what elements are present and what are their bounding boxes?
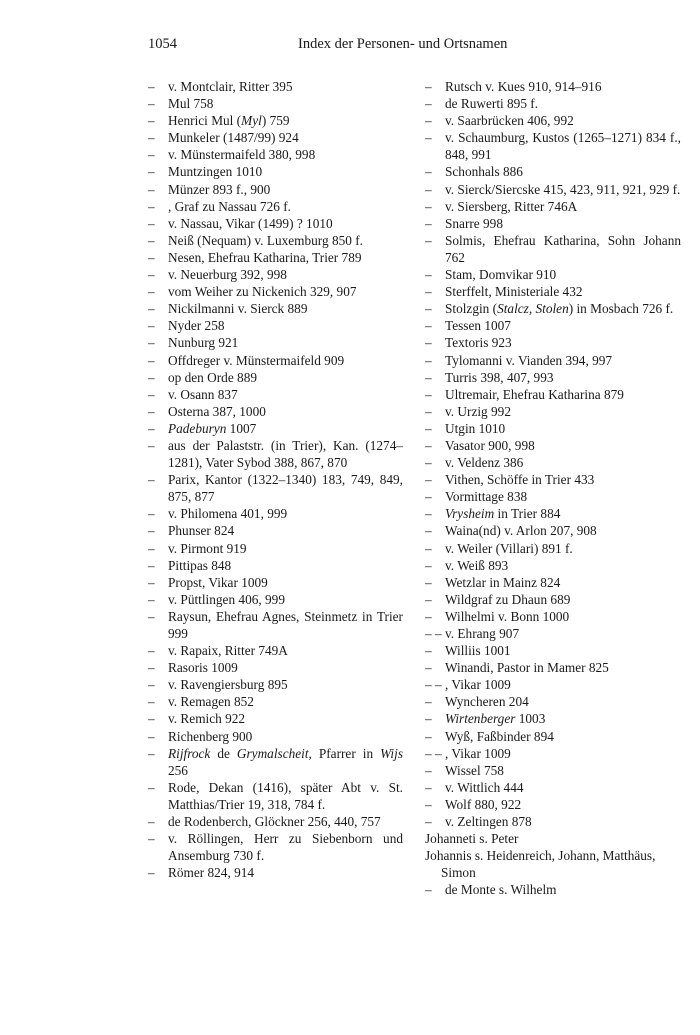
entry-text: Richenberg 900 — [168, 728, 253, 744]
index-entry — [425, 181, 681, 198]
index-entry — [148, 557, 403, 574]
entry-text: v. Ravengiersburg 895 — [168, 677, 288, 693]
entry-dash: – — [425, 472, 432, 488]
entry-text: Tessen 1007 — [445, 318, 511, 334]
entry-text: v. Philomena 401, 999 — [168, 506, 288, 522]
entry-text: v. Osann 837 — [168, 386, 238, 402]
entry-dash: – — [425, 267, 432, 283]
entry-dash: – — [425, 711, 432, 727]
entry-text: , Graf zu Nassau 726 f. — [168, 198, 291, 214]
entry-dash: – — [425, 540, 432, 556]
entry-text-italic: Vrysheim — [445, 506, 495, 522]
entry-text: Schonhals 886 — [445, 164, 523, 180]
entry-dash: – — [425, 643, 432, 659]
entry-text: v. Urzig 992 — [445, 403, 511, 419]
index-entry — [148, 352, 403, 369]
index-entry — [425, 317, 681, 334]
entry-text-italic: Rijfrock — [168, 745, 211, 761]
entry-text: v. Münstermaifeld 380, 998 — [168, 147, 316, 163]
entry-text: v. Zeltingen 878 — [445, 814, 532, 830]
index-column-right — [425, 78, 681, 899]
entry-text: Offdreger v. Münstermaifeld 909 — [168, 352, 345, 368]
entry-text: Wetzlar in Mainz 824 — [445, 574, 561, 590]
index-entry — [148, 505, 403, 522]
entry-text: Nunburg 921 — [168, 335, 239, 351]
entry-text: v. Remich 922 — [168, 711, 246, 727]
index-entry — [148, 591, 403, 608]
entry-dash: – — [148, 728, 155, 744]
page-number: 1054 — [148, 36, 177, 52]
index-entry — [148, 693, 403, 710]
entry-text: Rutsch v. Kues 910, 914–916 — [445, 79, 602, 94]
entry-text: v. Siersberg, Ritter 746A — [445, 198, 578, 214]
index-entry — [425, 659, 681, 676]
entry-dash: – — [148, 130, 155, 146]
entry-text: , Pfarrer in — [308, 745, 381, 761]
index-entry — [148, 95, 403, 112]
index-entry — [148, 779, 403, 813]
index-entry — [425, 420, 681, 437]
entry-text: Munkeler (1487/99) 924 — [168, 130, 299, 146]
index-entry — [148, 471, 403, 505]
entry-text-italic: Grymalscheit — [236, 745, 309, 761]
entry-dash: – — [148, 557, 155, 573]
entry-text: Waina(nd) v. Arlon 207, 908 — [445, 523, 597, 539]
entry-dash: – — [425, 762, 432, 778]
entry-dash: – — [148, 232, 155, 248]
entry-text: v. Saarbrücken 406, 992 — [445, 113, 574, 129]
index-entry — [425, 369, 681, 386]
entry-text: v. Nassau, Vikar (1499) ? 1010 — [168, 215, 333, 231]
entry-text: Johanneti s. Peter — [425, 831, 519, 847]
index-entry — [425, 676, 681, 693]
index-entry — [148, 317, 403, 334]
entry-dash: – — [148, 113, 155, 129]
index-entry — [148, 181, 403, 198]
entry-dash: – — [425, 437, 432, 453]
entry-dash: – — [425, 574, 432, 590]
entry-text: , Vikar 1009 — [445, 745, 511, 761]
index-entry — [425, 881, 681, 898]
index-entry — [425, 574, 681, 591]
index-entry — [148, 249, 403, 266]
entry-text: de Rodenberch, Glöckner 256, 440, 757 — [168, 814, 381, 830]
entry-text: Wyncheren 204 — [445, 694, 529, 710]
entry-dash: – — [148, 523, 155, 539]
entry-dash: – — [425, 608, 432, 624]
index-entry — [148, 78, 403, 95]
entry-text-italic: Wirtenberger — [445, 711, 516, 727]
entry-dash: – — [425, 523, 432, 539]
entry-dash: – — [425, 164, 432, 180]
index-entry — [425, 78, 681, 95]
entry-text: Stam, Domvikar 910 — [445, 267, 557, 283]
index-entry — [148, 146, 403, 163]
index-entry — [425, 693, 681, 710]
entry-dash: – — [148, 506, 155, 522]
entry-dash: – — [148, 540, 155, 556]
entry-dash: – – — [425, 677, 442, 693]
index-entry — [148, 728, 403, 745]
entry-dash: – — [425, 814, 432, 830]
entry-text: Rode, Dekan (1416), später Abt v. St. Matthias/Trier 19, 318, 784 f. — [168, 779, 403, 812]
entry-dash: – — [148, 96, 155, 112]
entry-text: Winandi, Pastor in Mamer 825 — [445, 660, 609, 676]
index-entry — [425, 386, 681, 403]
index-entry — [148, 266, 403, 283]
entry-dash: – — [148, 284, 155, 300]
index-entry — [425, 710, 681, 727]
entry-dash: – — [425, 557, 432, 573]
entry-text: v. Ehrang 907 — [445, 626, 520, 641]
index-entry — [425, 540, 681, 557]
entry-dash: – — [425, 198, 432, 214]
index-entry — [425, 437, 681, 454]
entry-text: Vormittage 838 — [445, 489, 528, 505]
index-entry — [425, 95, 681, 112]
entry-dash: – — [425, 455, 432, 471]
index-entry — [425, 198, 681, 215]
entry-text: vom Weiher zu Nickenich 329, 907 — [168, 284, 357, 300]
index-entry — [148, 540, 403, 557]
entry-dash: – — [148, 814, 155, 830]
entry-dash: – — [425, 232, 432, 248]
entry-dash: – — [148, 79, 155, 94]
running-title: Index der Personen- und Ortsnamen — [298, 36, 508, 52]
index-entry — [425, 112, 681, 129]
entry-text: de Monte s. Wilhelm — [445, 882, 557, 898]
entry-dash: – — [148, 608, 155, 624]
entry-dash: – — [425, 591, 432, 607]
entry-text: Utgin 1010 — [445, 420, 506, 436]
entry-dash: – — [148, 660, 155, 676]
entry-dash: – — [148, 831, 155, 847]
entry-dash: – — [425, 386, 432, 402]
entry-text: v. Rapaix, Ritter 749A — [168, 643, 288, 659]
entry-dash: – — [425, 318, 432, 334]
index-entry — [148, 112, 403, 129]
entry-dash: – — [148, 369, 155, 385]
entry-text: v. Püttlingen 406, 999 — [168, 591, 285, 607]
entry-dash: – — [148, 215, 155, 231]
entry-dash: – — [148, 643, 155, 659]
entry-dash: – — [148, 711, 155, 727]
entry-text-italic: Wijs — [380, 745, 403, 761]
entry-text: Phunser 824 — [168, 523, 235, 539]
index-entry — [425, 403, 681, 420]
index-entry — [425, 642, 681, 659]
entry-dash: – — [148, 591, 155, 607]
index-entry — [148, 215, 403, 232]
entry-dash: – — [425, 728, 432, 744]
entry-text: v. Montclair, Ritter 395 — [168, 79, 293, 94]
entry-text: Wissel 758 — [445, 762, 504, 778]
index-entry — [425, 625, 681, 642]
entry-text: de Ruwerti 895 f. — [445, 96, 539, 112]
index-entry — [148, 283, 403, 300]
index-entry — [425, 454, 681, 471]
index-entry — [425, 813, 681, 830]
entry-text: Ultremair, Ehefrau Katharina 879 — [445, 386, 624, 402]
entry-text: Vasator 900, 998 — [445, 437, 535, 453]
index-entry — [148, 642, 403, 659]
entry-dash: – — [425, 79, 432, 94]
index-entry — [148, 232, 403, 249]
entry-text: , Vikar 1009 — [445, 677, 511, 693]
index-column-left — [148, 78, 403, 881]
entry-dash: – — [148, 352, 155, 368]
index-entry — [425, 796, 681, 813]
index-entry — [425, 847, 681, 881]
entry-text: Wilhelmi v. Bonn 1000 — [445, 608, 570, 624]
entry-text: Rasoris 1009 — [168, 660, 238, 676]
index-entry — [148, 198, 403, 215]
entry-text: v. Neuerburg 392, 998 — [168, 267, 287, 283]
entry-dash: – — [425, 694, 432, 710]
entry-text: Parix, Kantor (1322–1340) 183, 749, 849, 875, 877 — [168, 472, 403, 505]
entry-dash: – — [425, 352, 432, 368]
entry-dash: – — [148, 420, 155, 436]
entry-dash: – — [425, 181, 432, 197]
entry-dash: – — [425, 420, 432, 436]
entry-text: op den Orde 889 — [168, 369, 257, 385]
entry-text: Osterna 387, 1000 — [168, 403, 266, 419]
entry-dash: – — [425, 489, 432, 505]
entry-text-italic: Myl — [241, 113, 262, 129]
entry-dash: – — [425, 96, 432, 112]
entry-text: Solmis, Ehefrau Katharina, Sohn Johann 762 — [445, 232, 681, 265]
entry-text: aus der Palaststr. (in Trier), Kan. (1274–1281), Vater Sybod 388, 867, 870 — [168, 437, 403, 471]
entry-text: Textoris 923 — [445, 335, 512, 351]
entry-text: Raysun, Ehefrau Agnes, Steinmetz in Trier 999 — [168, 608, 403, 641]
entry-dash: – — [425, 882, 432, 898]
entry-text: 256 — [168, 762, 188, 778]
index-entry — [148, 300, 403, 317]
index-entry — [425, 522, 681, 539]
entry-dash: – — [148, 147, 155, 163]
index-entry — [425, 334, 681, 351]
entry-text: in Trier 884 — [494, 506, 561, 522]
entry-text: Henrici Mul ( — [168, 113, 242, 129]
entry-text: v. Weiler (Villari) 891 f. — [445, 540, 573, 556]
entry-text: Wyß, Faßbinder 894 — [445, 728, 554, 744]
entry-text: Römer 824, 914 — [168, 865, 255, 881]
entry-text: 1003 — [515, 711, 546, 727]
index-entry — [148, 420, 403, 437]
entry-text: Johannis s. Heidenreich, Johann, Matthäus, Simon — [425, 848, 656, 881]
entry-dash: – — [425, 403, 432, 419]
entry-dash: – — [425, 335, 432, 351]
entry-dash: – — [148, 301, 155, 317]
entry-text: Pittipas 848 — [168, 557, 232, 573]
entry-dash: – — [148, 164, 155, 180]
entry-dash: – — [148, 865, 155, 881]
entry-dash: – — [148, 267, 155, 283]
index-entry — [425, 762, 681, 779]
index-entry — [425, 215, 681, 232]
entry-dash: – — [425, 779, 432, 795]
entry-dash: – — [425, 301, 432, 317]
entry-text: Nyder 258 — [168, 318, 225, 334]
entry-text: v. Pirmont 919 — [168, 540, 247, 556]
entry-dash: – — [148, 249, 155, 265]
index-entry — [148, 522, 403, 539]
entry-text: Propst, Vikar 1009 — [168, 574, 268, 590]
index-entry — [425, 266, 681, 283]
entry-dash: – — [425, 130, 432, 146]
index-entry — [425, 352, 681, 369]
entry-dash: – — [148, 181, 155, 197]
entry-dash: – — [425, 660, 432, 676]
entry-dash: – — [148, 198, 155, 214]
index-entry — [425, 505, 681, 522]
entry-text: v. Weiß 893 — [445, 557, 509, 573]
index-entry — [148, 830, 403, 864]
entry-text: Turris 398, 407, 993 — [445, 369, 554, 385]
entry-text-italic: Stalcz, Stolen — [497, 301, 569, 317]
entry-text: Münzer 893 f., 900 — [168, 181, 271, 197]
entry-text: v. Sierck/Siercske 415, 423, 911, 921, 929 f. — [445, 181, 681, 197]
entry-text-italic: Padeburyn — [168, 420, 227, 436]
entry-text: Vithen, Schöffe in Trier 433 — [445, 472, 595, 488]
entry-dash: – — [425, 369, 432, 385]
entry-text: 1007 — [226, 420, 257, 436]
index-entry — [148, 574, 403, 591]
index-entry — [425, 591, 681, 608]
index-entry — [425, 163, 681, 180]
entry-text: ) 759 — [261, 113, 290, 129]
entry-text: Nesen, Ehefrau Katharina, Trier 789 — [168, 249, 362, 265]
index-entry — [148, 676, 403, 693]
index-entry — [425, 779, 681, 796]
index-entry — [425, 745, 681, 762]
index-entry — [148, 129, 403, 146]
entry-text: Wildgraf zu Dhaun 689 — [445, 591, 571, 607]
entry-dash: – — [148, 437, 155, 453]
entry-text: Stolzgin ( — [445, 301, 498, 317]
entry-text: Williis 1001 — [445, 643, 511, 659]
entry-dash: – — [148, 335, 155, 351]
index-entry — [148, 813, 403, 830]
entry-text: Tylomanni v. Vianden 394, 997 — [445, 352, 613, 368]
entry-text: Neiß (Nequam) v. Luxemburg 850 f. — [168, 232, 363, 248]
index-entry — [425, 129, 681, 163]
index-entry — [148, 403, 403, 420]
entry-dash: – — [148, 318, 155, 334]
page-header — [148, 36, 680, 60]
entry-text: Mul 758 — [168, 96, 214, 112]
entry-dash: – — [148, 745, 155, 761]
entry-text: Muntzingen 1010 — [168, 164, 263, 180]
entry-text: v. Schaumburg, Kustos (1265–1271) 834 f., 848, 991 — [445, 130, 681, 163]
index-entry — [425, 232, 681, 266]
entry-text: de — [210, 745, 237, 761]
entry-dash: – — [148, 472, 155, 488]
entry-dash: – — [148, 403, 155, 419]
entry-dash: – — [425, 215, 432, 231]
index-entry — [148, 369, 403, 386]
index-entry — [425, 300, 681, 317]
index-entry — [148, 659, 403, 676]
entry-dash: – — [148, 694, 155, 710]
index-entry — [148, 745, 403, 779]
entry-dash: – – — [425, 626, 442, 641]
index-entry — [148, 864, 403, 881]
entry-text: Wolf 880, 922 — [445, 796, 522, 812]
entry-dash: – — [148, 779, 155, 795]
index-entry — [148, 163, 403, 180]
entry-text: v. Wittlich 444 — [445, 779, 524, 795]
entry-dash: – — [425, 284, 432, 300]
index-entry — [148, 710, 403, 727]
entry-text: Snarre 998 — [445, 215, 503, 231]
entry-text: Sterffelt, Ministeriale 432 — [445, 284, 583, 300]
index-entry — [425, 283, 681, 300]
index-entry — [148, 386, 403, 403]
entry-dash: – — [425, 506, 432, 522]
entry-dash: – — [425, 796, 432, 812]
index-entry — [425, 608, 681, 625]
index-entry — [425, 830, 681, 847]
entry-text: v. Remagen 852 — [168, 694, 254, 710]
entry-text: v. Veldenz 386 — [445, 455, 524, 471]
index-entry — [148, 608, 403, 642]
index-entry — [425, 471, 681, 488]
entry-dash: – — [148, 574, 155, 590]
index-entry — [425, 557, 681, 574]
index-entry — [148, 437, 403, 471]
entry-dash: – – — [425, 745, 442, 761]
entry-text: ) in Mosbach 726 f. — [568, 301, 674, 317]
index-entry — [425, 488, 681, 505]
index-entry — [425, 728, 681, 745]
entry-text: Nickilmanni v. Sierck 889 — [168, 301, 308, 317]
entry-text: v. Röllingen, Herr zu Siebenborn und Ansemburg 730 f. — [168, 831, 403, 864]
entry-dash: – — [148, 677, 155, 693]
entry-dash: – — [148, 386, 155, 402]
index-entry — [148, 334, 403, 351]
entry-dash: – — [425, 113, 432, 129]
